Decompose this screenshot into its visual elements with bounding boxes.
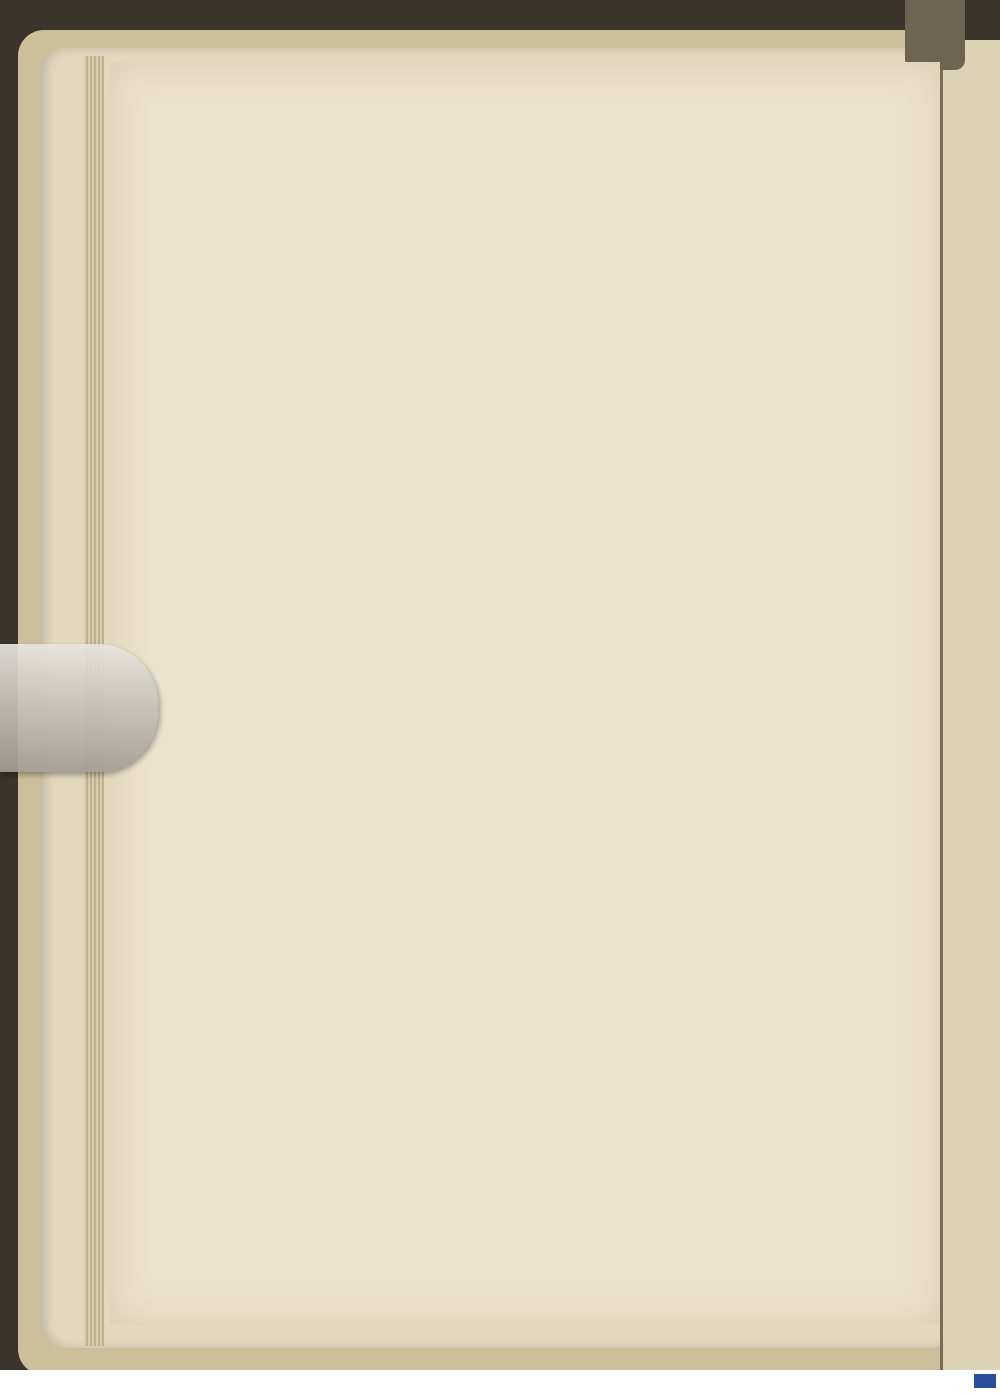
spine-cord (905, 0, 965, 70)
page-clip-holder (0, 644, 158, 772)
right-cover-board (940, 40, 1000, 1370)
book-page (110, 62, 940, 1324)
footer-bar (0, 1370, 1000, 1394)
dfg-logo-icon (974, 1374, 996, 1388)
